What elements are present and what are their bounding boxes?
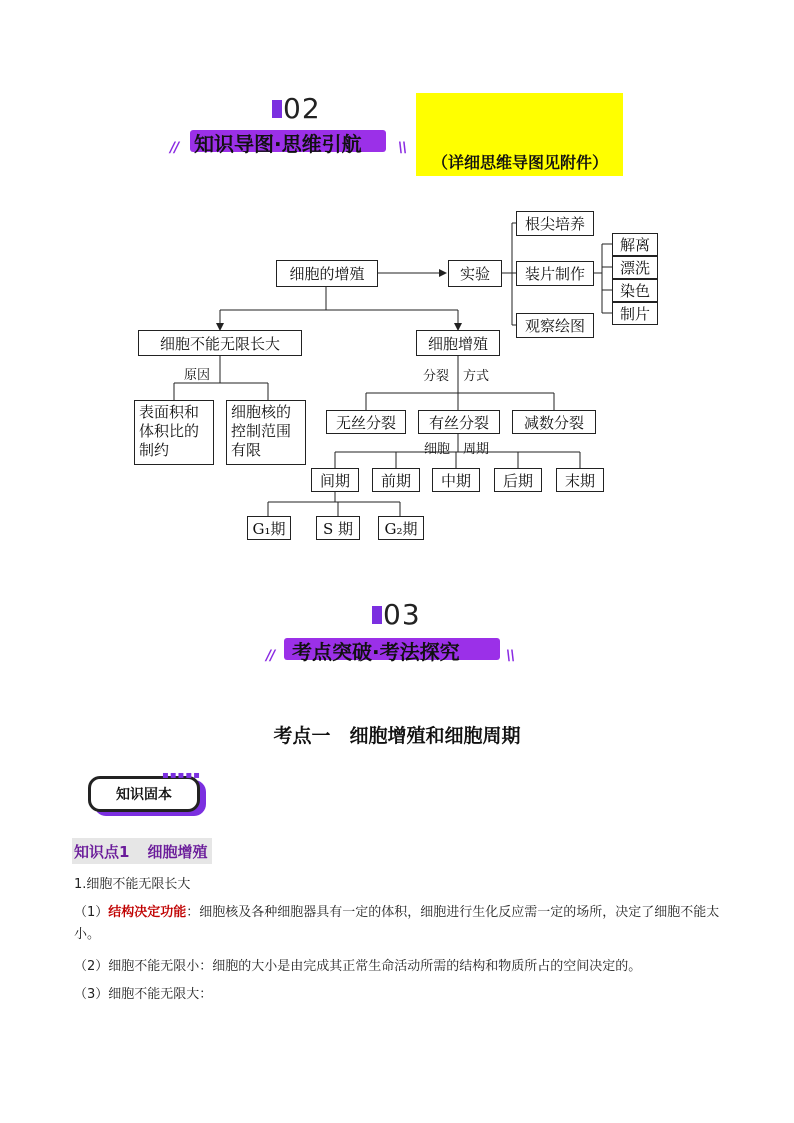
mindmap-root-tip: 根尖培养 (516, 211, 594, 236)
topic-title: 考点一 细胞增殖和细胞周期 (273, 725, 521, 747)
mindmap-cell-label: 细胞 (424, 442, 451, 457)
section-number-tab (372, 606, 382, 624)
knowledge-point-prefix: 知识点1 (74, 842, 130, 861)
mindmap-proliferation: 细胞增殖 (416, 330, 500, 356)
slashes-left: // (170, 140, 179, 156)
knowledge-point-title (72, 838, 212, 864)
badge-rings: ▪▪▪▪▪ (162, 770, 201, 781)
mindmap-phase: 中期 (432, 468, 480, 492)
mindmap-step: 制片 (612, 302, 658, 325)
mindmap-subphase: G₂期 (378, 516, 424, 540)
mindmap-experiment: 实验 (448, 260, 502, 287)
mindmap-slide-making: 装片制作 (516, 261, 594, 286)
knowledge-point-name: 细胞增殖 (147, 842, 208, 861)
paragraph-2-text: ：细胞核及各种细胞器具有一定的体积，细胞进行生化反应需一定的场所，决定了细胞不能太小。 (74, 905, 720, 942)
slashes-right: \\ (506, 648, 515, 664)
badge-label: 知识固本 (88, 776, 200, 812)
mindmap-step: 染色 (612, 279, 658, 302)
mindmap-subphase: G₁期 (247, 516, 291, 540)
paragraph-2 (74, 902, 724, 946)
mindmap-step: 解离 (612, 233, 658, 256)
mindmap-reason-1: 表面积和体积比的制约 (134, 400, 214, 465)
section-title: 知识导图·思维引航 (194, 132, 362, 156)
mindmap-observe: 观察绘图 (516, 313, 594, 338)
attachment-note: （详细思维导图见附件） (431, 153, 608, 172)
mindmap-meiosis: 减数分裂 (512, 410, 596, 434)
mindmap-root: 细胞的增殖 (276, 260, 378, 287)
paragraph-3: （2）细胞不能无限小：细胞的大小是由完成其正常生命活动所需的结构和物质所占的空间决定的。 (74, 959, 642, 974)
mindmap-mitosis: 有丝分裂 (418, 410, 500, 434)
mindmap-subphase: S 期 (316, 516, 360, 540)
knowledge-badge (88, 770, 206, 814)
section-title: 考点突破·考法探究 (292, 640, 460, 664)
section-number (372, 598, 421, 631)
mindmap-cycle-label: 周期 (463, 442, 490, 457)
mindmap-division-label: 分裂 (423, 369, 450, 384)
section-number-text: 02 (283, 92, 321, 125)
mindmap-phase: 后期 (494, 468, 542, 492)
mindmap-cannot-grow: 细胞不能无限长大 (138, 330, 302, 356)
mindmap-phase: 间期 (311, 468, 359, 492)
mindmap-method-label: 方式 (463, 369, 490, 384)
section-number-text: 03 (383, 598, 421, 631)
mindmap-reason-2: 细胞核的控制范围有限 (226, 400, 306, 465)
mindmap-step: 漂洗 (612, 256, 658, 279)
slashes-right: \\ (398, 140, 407, 156)
mindmap-reason-label: 原因 (184, 368, 211, 383)
mindmap-amitosis: 无丝分裂 (326, 410, 406, 434)
paragraph-2-highlight: 结构决定功能 (108, 905, 187, 920)
paragraph-2-prefix: （1） (74, 905, 109, 920)
paragraph-1: 1.细胞不能无限长大 (74, 877, 191, 892)
paragraph-4: （3）细胞不能无限大： (74, 987, 213, 1002)
mindmap-phase: 末期 (556, 468, 604, 492)
slashes-left: // (266, 648, 275, 664)
mindmap-phase: 前期 (372, 468, 420, 492)
